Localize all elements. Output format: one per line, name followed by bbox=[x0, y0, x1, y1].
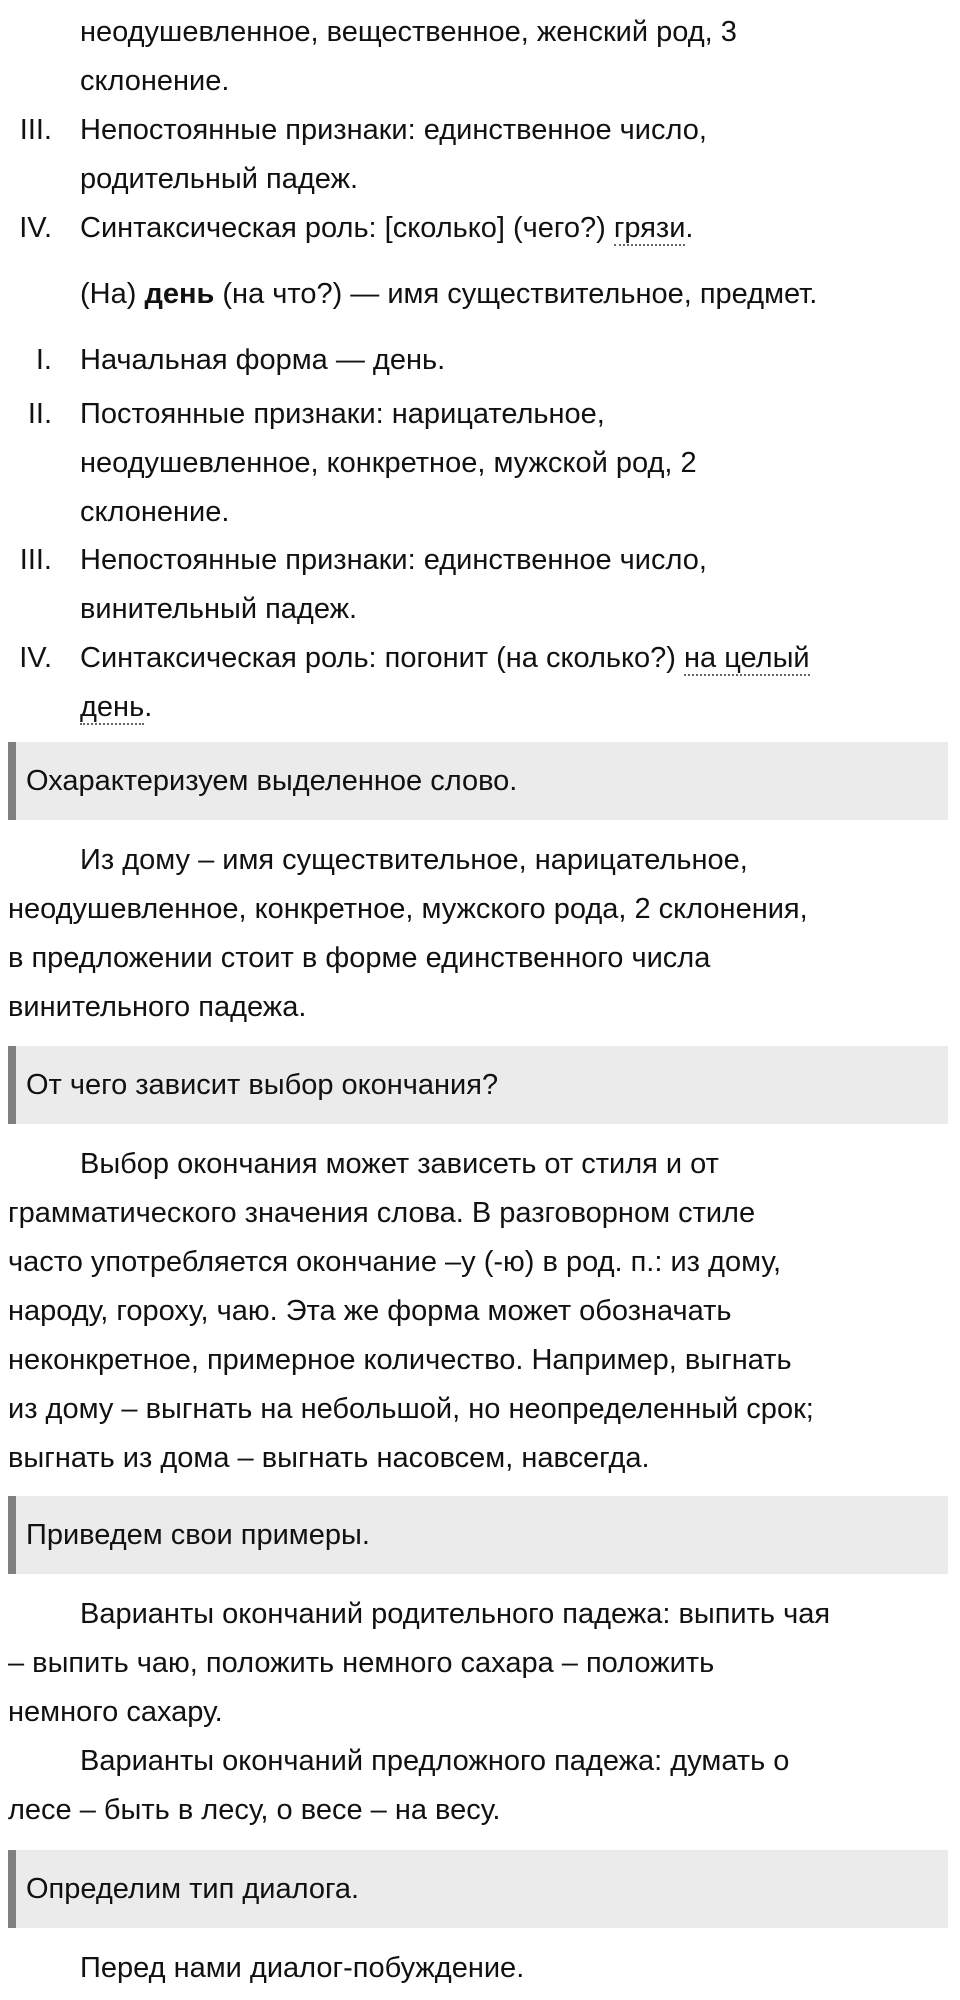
text-line: неодушевленное, конкретное, мужской род, 2 bbox=[80, 447, 697, 479]
text-line: часто употребляется окончание –у (-ю) в род. п.: из дому, bbox=[8, 1246, 782, 1278]
list-number: III. bbox=[19, 114, 52, 146]
answer-paragraph bbox=[8, 836, 948, 1032]
text-line: винительного падежа. bbox=[8, 991, 307, 1023]
text-line: Выбор окончания может зависеть от стиля и от bbox=[80, 1148, 719, 1180]
list-number: I. bbox=[35, 344, 52, 376]
text-line: Из дому – имя существительное, нарицательное, bbox=[80, 844, 748, 876]
question-heading: Охарактеризуем выделенное слово. bbox=[8, 742, 948, 820]
text-line: Постоянные признаки: нарицательное, bbox=[80, 398, 605, 430]
text-span: . bbox=[144, 691, 153, 723]
list-text bbox=[80, 204, 940, 253]
text-line bbox=[80, 634, 940, 683]
text-line: народу, гороху, чаю. Эта же форма может обозначать bbox=[8, 1295, 732, 1327]
question-heading: Приведем свои примеры. bbox=[8, 1496, 948, 1574]
text-line: склонение. bbox=[80, 496, 230, 528]
text-line: склонение. bbox=[80, 65, 230, 97]
text-line: в предложении стоит в форме единственного числа bbox=[8, 942, 711, 974]
text-line: неодушевленное, конкретное, мужского рода, 2 склонения, bbox=[8, 893, 808, 925]
text-line: грамматического значения слова. В разговорном стиле bbox=[8, 1197, 756, 1229]
answer-paragraph bbox=[8, 1737, 948, 1835]
list-text bbox=[80, 634, 940, 732]
text-line: немного сахару. bbox=[8, 1696, 223, 1728]
question-heading: От чего зависит выбор окончания? bbox=[8, 1046, 948, 1124]
text-line: неодушевленное, вещественное, женский род, 3 bbox=[80, 16, 737, 48]
answer-paragraph bbox=[8, 1944, 948, 1993]
text-line: Непостоянные признаки: единственное число, bbox=[80, 114, 707, 146]
text-line: неконкретное, примерное количество. Например, выгнать bbox=[8, 1344, 792, 1376]
answer-paragraph bbox=[8, 1590, 948, 1737]
list-item-continuation bbox=[80, 8, 940, 106]
text-span: (На) bbox=[80, 278, 145, 310]
underlined-word: день bbox=[80, 691, 145, 723]
underlined-word: грязи bbox=[613, 212, 686, 244]
list-number: IV. bbox=[19, 642, 52, 674]
list-text bbox=[80, 106, 940, 204]
answer-paragraph bbox=[8, 1140, 948, 1483]
text-line: винительный падеж. bbox=[80, 593, 358, 625]
text-line: – выпить чаю, положить немного сахара – положить bbox=[8, 1647, 715, 1679]
text-line: Варианты окончаний родительного падежа: выпить чая bbox=[80, 1598, 831, 1630]
list-number: IV. bbox=[19, 212, 52, 244]
text-line: Непостоянные признаки: единственное число, bbox=[80, 544, 707, 576]
list-number: II. bbox=[27, 398, 52, 430]
question-heading: Определим тип диалога. bbox=[8, 1850, 948, 1928]
text-line: выгнать из дома – выгнать насовсем, навсегда. bbox=[8, 1442, 650, 1474]
text-line: из дому – выгнать на небольшой, но неопределенный срок; bbox=[8, 1393, 814, 1425]
text-span: . bbox=[685, 212, 694, 244]
list-text bbox=[80, 536, 940, 634]
list-text bbox=[80, 390, 940, 537]
bold-word: день bbox=[144, 278, 215, 310]
text-line bbox=[80, 683, 940, 732]
list-number: III. bbox=[19, 544, 52, 576]
text-line: Перед нами диалог-побуждение. bbox=[80, 1952, 525, 1984]
text-span: (на что?) — имя существительное, предмет. bbox=[214, 278, 818, 310]
list-text: Начальная форма — день. bbox=[80, 344, 446, 376]
word-analysis-heading bbox=[80, 270, 940, 319]
underlined-word: на целый bbox=[684, 642, 810, 674]
text-line: лесе – быть в лесу, о весе – на весу. bbox=[8, 1794, 501, 1826]
text-line: Варианты окончаний предложного падежа: думать о bbox=[80, 1745, 790, 1777]
text-span: Синтаксическая роль: погонит (на сколько?) bbox=[80, 642, 685, 674]
text-line: родительный падеж. bbox=[80, 163, 359, 195]
text-span: Синтаксическая роль: [сколько] (чего?) bbox=[80, 212, 614, 244]
